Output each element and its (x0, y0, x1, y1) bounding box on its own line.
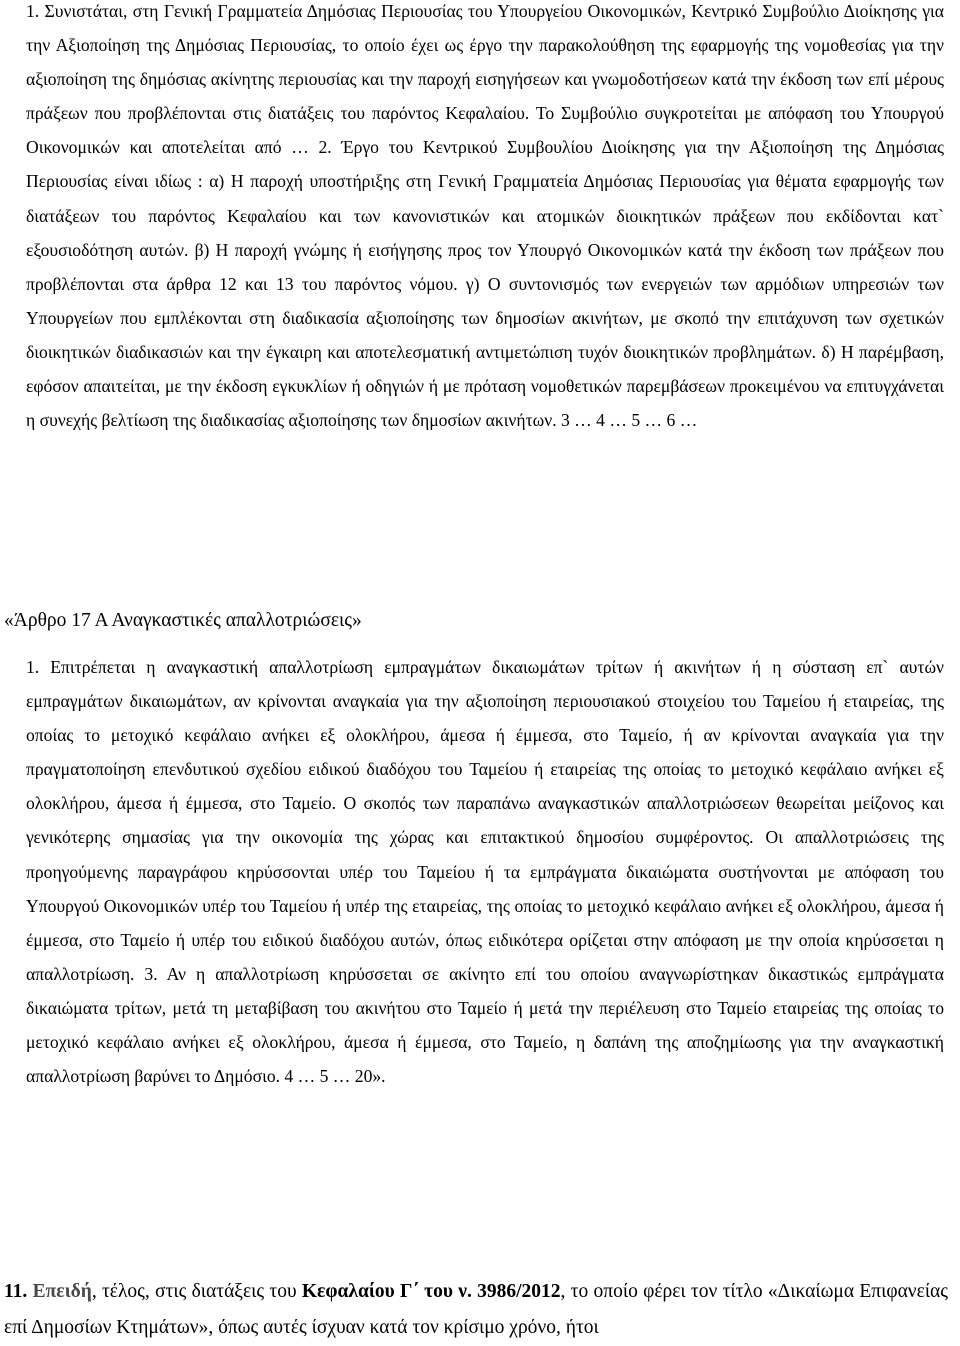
paragraph-expropriations: 1. Επιτρέπεται η αναγκαστική απαλλοτρίωση εμπραγμάτων δικαιωμάτων τρίτων ή ακινήτων ή η σύσταση επ` αυτών εμπραγμάτων δικαιωμάτων, αν κρίνονται αναγκαία για την αξιοποίηση περιουσιακού στοιχείου του Ταμείου ή εταιρείας, της οποίας το μετοχικό κεφάλαιο ανήκει εξ ολοκλήρου, άμεσα ή έμμεσα, στο Ταμείο, ή αν κρίνονται αναγκαία για την πραγματοποίηση επενδυτικού σχεδίου ειδικού διαδόχου του Ταμείου ή εταιρείας της οποίας το μετοχικό κεφάλαιο ανήκει εξ ολοκλήρου, άμεσα ή έμμεσα, στο Ταμείο. Ο σκοπός των παραπάνω αναγκαστικών απαλλοτριώσεων θεωρείται μείζονος και γενικότερης σημασίας για την οικονομία της χώρας και επιτακτικού δημοσίου συμφέροντος. Οι απαλλοτριώσεις της προηγούμενης παραγράφου κηρύσσονται υπέρ του Ταμείου ή τα εμπράγματα δικαιώματα συστήνονται με απόφαση του Υπουργού Οικονομικών υπέρ του Ταμείου ή υπέρ της εταιρείας, της οποίας το μετοχικό κεφάλαιο ανήκει εξ ολοκλήρου, άμεσα ή έμμεσα, στο Ταμείο ή υπέρ του ειδικού διαδόχου αυτών, όπως ειδικότερα ορίζεται στην απόφαση με την οποία κηρύσσεται η απαλλοτρίωση. 3. Αν η απαλλοτρίωση κηρύσσεται σε ακίνητο επί του οποίου αναγνωρίστηκαν δικαστικώς εμπράγματα δικαιώματα τρίτων, μετά τη μεταβίβαση του ακινήτου στο Ταμείο ή μετά την περιέλευση στο Ταμείο εταιρείας της οποίας το μετοχικό κεφάλαιο ανήκει εξ ολοκλήρου, άμεσα ή έμμεσα, στο Ταμείο, η δαπάνη της αποζημίωσης για την αναγκαστική απαλλοτρίωση βαρύνει το Δημόσιο. 4 … 5 … 20». (26, 657, 944, 1087)
recital-number: 11. (4, 1281, 28, 1302)
recital-text-b: , το οποίο φέρει τον τίτλο «Δικαίωμα Επιφανείας επί Δημοσίων Κτημάτων», όπως αυτές ίσχυαν κατά τον κρίσιμο χρόνο, ήτοι (4, 1281, 948, 1338)
paragraph-council: 1. Συνιστάται, στη Γενική Γραμματεία Δημόσιας Περιουσίας του Υπουργείου Οικονομικών, Κεντρικό Συμβούλιο Διοίκησης για την Αξιοποίηση της Δημόσιας Περιουσίας, το οποίο έχει ως έργο την παρακολούθηση της εφαρμογής της νομοθεσίας για την αξιοποίηση της δημόσιας ακίνητης περιουσίας και την παροχή εισηγήσεων και γνωμοδοτήσεων κατά την έκδοση των επί μέρους πράξεων που προβλέπονται στις διατάξεις του παρόντος Κεφαλαίου. Το Συμβούλιο συγκροτείται με απόφαση του Υπουργού Οικονομικών και αποτελείται από … 2. Έργο του Κεντρικού Συμβουλίου Διοίκησης για την Αξιοποίηση της Δημόσιας Περιουσίας είναι ιδίως : α) Η παροχή υποστήριξης στη Γενική Γραμματεία Δημόσιας Περιουσίας για θέματα εφαρμογής των διατάξεων του παρόντος Κεφαλαίου και των κανονιστικών και ατομικών διοικητικών πράξεων που εκδίδονται κατ` εξουσιοδότηση αυτών. β) Η παροχή γνώμης ή εισήγησης προς τον Υπουργό Οικονομικών κατά την έκδοση των πράξεων που προβλέπονται στα άρθρα 12 και 13 του παρόντος νόμου. γ) Ο συντονισμός των ενεργειών των αρμόδιων υπηρεσιών των Υπουργείων που εμπλέκονται στη διαδικασία αξιοποίησης των δημοσίων ακινήτων, με σκοπό την επιτάχυνση των σχετικών διοικητικών διαδικασιών και την έγκαιρη και αποτελεσματική αντιμετώπιση τυχόν διοικητικών προβλημάτων. δ) Η παρέμβαση, εφόσον απαιτείται, με την έκδοση εγκυκλίων ή οδηγιών ή με πρόταση νομοθετικών παρεμβάσεων προκειμένου να επιτυγχάνεται η συνεχής βελτίωση της διαδικασίας αξιοποίησης των δημοσίων ακινήτων. 3 … 4 … 5 … 6 … (26, 1, 944, 431)
article-heading: «Άρθρο 17 Α Αναγκαστικές απαλλοτριώσεις» (4, 610, 362, 631)
paragraph-recital-11 (4, 1274, 948, 1346)
recital-chapter-ref: Κεφαλαίου Γ΄ του ν. 3986/2012 (301, 1281, 561, 1302)
recital-lead: Επειδή (32, 1281, 92, 1302)
recital-text-a: , τέλος, στις διατάξεις του (91, 1281, 302, 1302)
